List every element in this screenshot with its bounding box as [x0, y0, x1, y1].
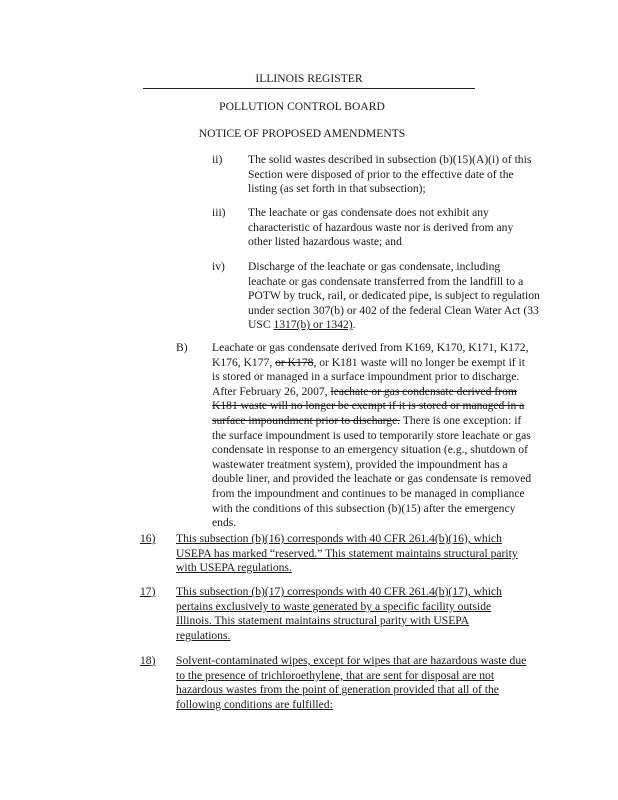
struck-text-2: leachate or gas condensate derived from K181 waste will no longer be exempt if it is stored or managed in a surface impoundment prior to discharge. — [212, 384, 525, 427]
item-ii-number: ii) — [212, 153, 223, 166]
notice-title: NOTICE OF PROPOSED AMENDMENTS — [198, 127, 406, 140]
item-ii-text: The solid wastes described in subsection (b)(15)(A)(i) of this Section were disposed of prior to the effective date of the listing (as set forth in that subsection); — [248, 153, 532, 196]
header-rule — [143, 88, 475, 89]
item-b-text: Leachate or gas condensate derived from K169, K170, K171, K172, K176, K177, or K178, or K181 waste will no longer be exempt if it is stored or managed in a surface impoundment prior to discharge. After February 26, 2007, leachate or gas condensate derived from K181 waste will no longer be exempt if it is stored or managed in a surface impoundment prior to discharge. There is one exception: if the surface impoundment is used to temporarily store leachate or gas condensate in response to an emergency situation (e.g., shutdown of wastewater treatment system), provided the impoundment has a double liner, and provided the leachate or gas condensate is removed from the impoundment and continues to be managed in compliance with the conditions of this subsection (b)(15) after the emergency ends. — [212, 341, 532, 530]
item-iii-text: The leachate or gas condensate does not exhibit any characteristic of hazardous waste nor is derived from any other listed hazardous waste; and — [248, 206, 514, 249]
item-16-number: 16) — [140, 532, 156, 545]
item-17-text: This subsection (b)(17) corresponds with 40 CFR 261.4(b)(17), which pertains exclusively to waste generated by a specific facility outside Illinois. This statement maintains structural parity with USEPA regulations. — [176, 585, 502, 642]
citation-underlined: 1317(b) or 1342) — [273, 318, 353, 332]
struck-text-1: or K178 — [275, 355, 314, 369]
item-18-number: 18) — [140, 654, 156, 667]
board-title: POLLUTION CONTROL BOARD — [219, 100, 385, 113]
item-iv-number: iv) — [212, 260, 225, 273]
item-17-number: 17) — [140, 585, 156, 598]
item-18-text: Solvent-contaminated wipes, except for wipes that are hazardous waste due to the presence of trichloroethylene, that are sent for disposal are not hazardous wastes from the point of generation provided that all of the following conditions are fulfilled: — [176, 654, 527, 711]
item-iii-number: iii) — [212, 206, 226, 219]
item-b-number: B) — [176, 341, 188, 354]
register-title: ILLINOIS REGISTER — [255, 72, 363, 85]
item-iv-text: Discharge of the leachate or gas condensate, including leachate or gas condensate transferred from the landfill to a POTW by truck, rail, or dedicated pipe, is subject to regulation under section 307(b) or 402 of the federal Clean Water Act (33 USC 1317(b) or 1342). — [248, 260, 540, 332]
item-16-text: This subsection (b)(16) corresponds with 40 CFR 261.4(b)(16), which USEPA has marked “reserved.” This statement maintains structural parity with USEPA regulations. — [176, 532, 518, 575]
